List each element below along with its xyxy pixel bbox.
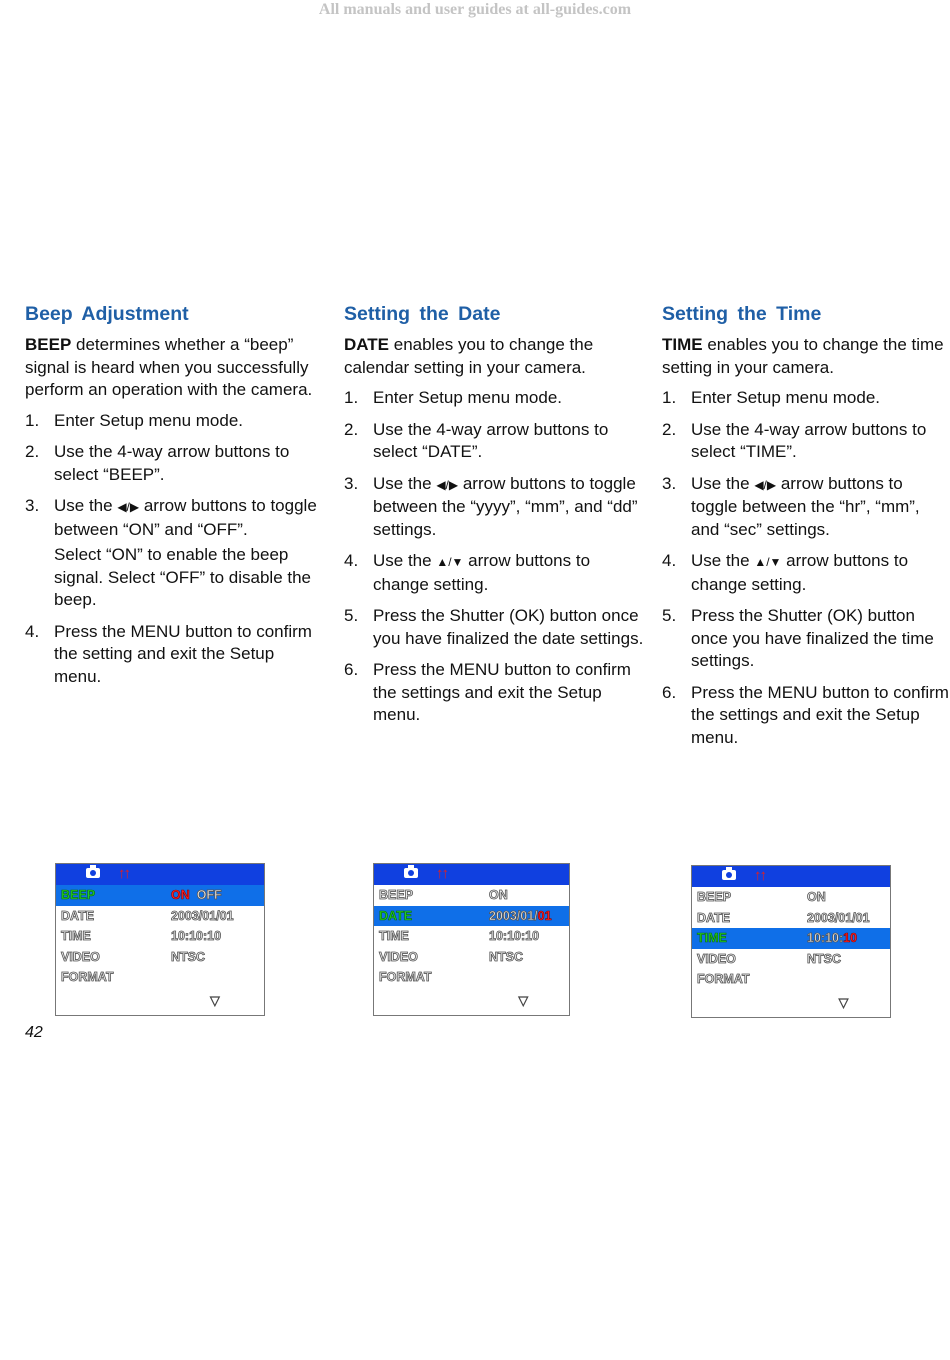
arrow-keys-icon: ◀/▶ — [117, 500, 140, 514]
menu-row — [56, 926, 264, 947]
step-item — [25, 441, 320, 486]
step-text: Use the 4-way arrow buttons to select “BEEP”. — [54, 442, 290, 484]
beep-intro: BEEP determines whether a “beep” signal is heard when you successfully perform an operation with the camera. — [25, 335, 313, 399]
menu-value-part: NTSC — [807, 951, 842, 966]
menu-value-part: ON — [807, 890, 826, 904]
camera-icon — [86, 868, 100, 878]
menu-row-label: VIDEO — [379, 949, 418, 964]
step-text-cont: arrow buttons to toggle between “ON” and “OFF”. — [54, 496, 317, 539]
step-item — [662, 387, 950, 410]
menu-row — [374, 947, 569, 968]
time-section — [662, 300, 950, 758]
menu-row-label: DATE — [61, 908, 95, 923]
step-item — [662, 682, 950, 750]
menu-value-part: OFF — [189, 888, 222, 902]
step-text: Use the 4-way arrow buttons to select “DATE”. — [373, 419, 609, 461]
step-text: Enter Setup menu mode. — [373, 388, 563, 407]
step-note: Select “ON” to enable the beep signal. Select “OFF” to disable the beep. — [54, 545, 312, 609]
menu-row-value — [489, 888, 508, 902]
date-menu-screen — [373, 863, 570, 1016]
page-number: 42 — [25, 1024, 43, 1041]
arrow-keys-icon: ◀/▶ — [754, 477, 777, 492]
date-title: Setting the Date — [344, 303, 501, 325]
step-item — [344, 659, 644, 727]
step-item — [25, 410, 320, 433]
step-text: Enter Setup menu mode. — [54, 410, 244, 430]
menu-row-value — [807, 911, 870, 925]
beep-title: Beep Adjustment — [25, 303, 189, 325]
step-item — [344, 419, 644, 464]
scroll-down-icon: ▽ — [838, 995, 849, 1010]
menu-row-label: FORMAT — [379, 970, 432, 984]
menu-row — [56, 906, 264, 927]
menu-row — [374, 885, 569, 906]
menu-row-value — [171, 950, 205, 964]
scroll-down-icon: ▽ — [209, 993, 220, 1008]
step-number: 4. — [25, 621, 40, 641]
menu-row — [56, 967, 264, 988]
setup-tools-icon: ↑↑ — [754, 867, 765, 884]
menu-row-label: FORMAT — [61, 970, 114, 984]
beep-section — [25, 300, 320, 697]
menu-value-part: 10:10: — [807, 931, 844, 945]
menu-row-label: BEEP — [379, 888, 414, 902]
step-item — [344, 605, 644, 650]
step-text: Press the MENU button to confirm the settings and exit the Setup menu. — [691, 682, 949, 747]
menu-value-part: 2003/01/01 — [807, 910, 870, 925]
menu-row-label: BEEP — [61, 888, 96, 902]
step-text: Press the MENU button to confirm the settings and exit the Setup menu. — [373, 660, 631, 724]
menu-row-label: BEEP — [697, 890, 732, 904]
step-number: 2. — [344, 419, 359, 439]
menu-row-label: TIME — [379, 929, 409, 943]
date-section — [344, 300, 644, 736]
menu-value-part: NTSC — [489, 949, 524, 964]
menu-value-part: 10:10:10 — [171, 929, 222, 943]
menu-row-label: FORMAT — [697, 972, 750, 986]
menu-row — [692, 908, 890, 929]
date-steps — [344, 387, 644, 727]
step-item — [662, 605, 950, 673]
watermark: All manuals and user guides at all-guides.com — [318, 1, 632, 18]
menu-row-value — [171, 888, 222, 902]
step-text: Enter Setup menu mode. — [691, 388, 881, 407]
menu-row — [692, 969, 890, 990]
menu-title-bar — [56, 864, 264, 885]
setup-tools-icon: ↑↑ — [118, 865, 129, 882]
menu-title-bar — [374, 864, 569, 885]
beep-steps — [25, 410, 320, 689]
arrow-keys-icon: ◀/▶ — [436, 477, 459, 492]
menu-title-bar — [692, 866, 890, 887]
menu-row — [374, 967, 569, 988]
step-text: Press the MENU button to confirm the setting and exit the Setup menu. — [54, 621, 312, 686]
menu-row-value — [171, 909, 234, 923]
menu-value-part: 01 — [537, 908, 552, 923]
step-text: Press the Shutter (OK) button once you have finalized the time settings. — [691, 606, 934, 670]
step-number: 2. — [25, 442, 40, 461]
step-number: 1. — [662, 388, 677, 407]
menu-row — [374, 926, 569, 947]
step-text-cont: arrow buttons to toggle between the “yyyy”, “mm”, and “dd” settings. — [373, 473, 638, 539]
menu-row — [374, 906, 569, 927]
menu-row — [56, 885, 264, 906]
menu-row-value — [489, 950, 523, 964]
menu-value-part: ON — [489, 888, 508, 902]
setup-tools-icon: ↑↑ — [436, 865, 447, 882]
menu-row — [692, 887, 890, 908]
menu-row-value — [807, 952, 841, 966]
menu-row-value — [171, 929, 221, 943]
step-item — [662, 419, 950, 464]
step-item — [344, 473, 644, 542]
menu-row — [692, 949, 890, 970]
step-number: 4. — [662, 551, 677, 570]
menu-value-part: NTSC — [171, 949, 206, 964]
step-number: 6. — [344, 660, 359, 679]
step-number: 3. — [662, 473, 677, 493]
menu-row-value — [807, 931, 857, 945]
camera-icon — [404, 868, 418, 878]
step-number: 1. — [25, 410, 40, 430]
step-item — [344, 550, 644, 596]
menu-row-label: DATE — [379, 908, 413, 923]
step-number: 5. — [344, 606, 359, 625]
step-text: Press the Shutter (OK) button once you have finalized the date settings. — [373, 606, 644, 648]
step-text: Use the — [691, 473, 755, 493]
menu-value-part: 2003/01/ — [489, 908, 538, 923]
camera-icon — [722, 870, 736, 880]
menu-row-label: TIME — [61, 929, 91, 943]
menu-row-value — [489, 929, 539, 943]
menu-row — [692, 928, 890, 949]
menu-row — [56, 947, 264, 968]
time-menu-screen — [691, 865, 891, 1018]
date-intro: DATE enables you to change the calendar setting in your camera. — [344, 335, 594, 377]
step-number: 2. — [662, 419, 677, 439]
menu-value-part: 10:10:10 — [489, 929, 540, 943]
step-text: Use the — [691, 551, 755, 570]
time-intro: TIME enables you to change the time setting in your camera. — [662, 335, 944, 377]
menu-value-part: 2003/01/01 — [171, 908, 234, 923]
step-item — [25, 495, 320, 612]
menu-row-label: VIDEO — [61, 949, 100, 964]
beep-menu-screen — [55, 863, 265, 1016]
time-steps — [662, 387, 950, 749]
menu-value-part: 10 — [843, 931, 858, 945]
step-text-cont: arrow buttons to toggle between the “hr”, “mm”, and “sec” settings. — [691, 473, 920, 539]
step-number: 5. — [662, 606, 677, 625]
step-number: 6. — [662, 682, 677, 702]
step-item — [344, 387, 644, 410]
step-text: Use the — [373, 473, 437, 493]
step-text: Use the 4-way arrow buttons to select “TIME”. — [691, 419, 927, 461]
menu-value-part: ON — [171, 888, 190, 902]
step-number: 1. — [344, 388, 359, 407]
menu-row-label: DATE — [697, 910, 731, 925]
step-text: Use the — [54, 496, 118, 515]
step-number: 3. — [344, 473, 359, 493]
arrow-keys-icon: ▲/▼ — [436, 555, 464, 569]
step-item — [662, 550, 950, 596]
menu-row-value — [489, 909, 552, 923]
menu-row-label: VIDEO — [697, 951, 736, 966]
step-text-cont: arrow buttons to change setting. — [691, 551, 909, 594]
arrow-keys-icon: ▲/▼ — [754, 555, 782, 569]
scroll-down-icon: ▽ — [518, 993, 529, 1008]
step-item — [662, 473, 950, 542]
time-title: Setting the Time — [662, 303, 822, 325]
menu-row-label: TIME — [697, 931, 727, 945]
step-text: Use the — [373, 551, 437, 570]
step-number: 3. — [25, 496, 40, 515]
menu-row-value — [807, 890, 826, 904]
step-number: 4. — [344, 551, 359, 570]
step-item — [25, 621, 320, 689]
step-text-cont: arrow buttons to change setting. — [373, 551, 591, 594]
